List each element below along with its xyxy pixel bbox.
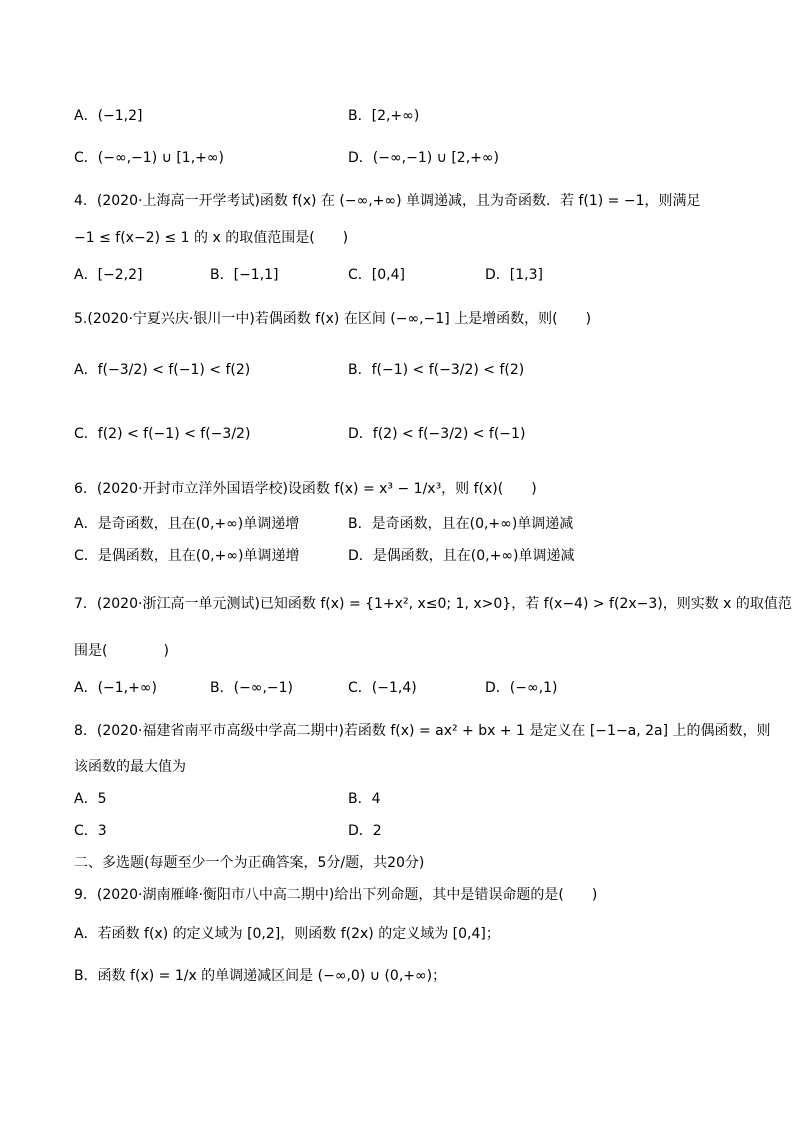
q8-option-c: C．3 <box>74 823 107 839</box>
q6-option-a: A．是奇函数，且在(0,+∞)单调递增 <box>74 516 300 532</box>
q8-option-a: A．5 <box>74 791 107 807</box>
q7-option-b: B．(−∞,−1) <box>210 680 294 696</box>
q6-option-c: C．是偶函数，且在(0,+∞)单调递增 <box>74 548 300 564</box>
q6-option-d: D．是偶函数，且在(0,+∞)单调递减 <box>348 548 575 564</box>
q5-option-d: D．f(2) < f(−3/2) < f(−1) <box>348 426 526 442</box>
q4-option-c: C．[0,4] <box>348 267 405 283</box>
q4-option-b: B．[−1,1] <box>210 267 279 283</box>
q7-option-c: C．(−1,4) <box>348 680 417 696</box>
q8-option-b: B．4 <box>348 791 381 807</box>
section-heading-multiple-choice: 二、多选题(每题至少一个为正确答案，5分/题，共20分) <box>74 855 425 871</box>
q7-stem-line2: 围是( ) <box>74 643 169 659</box>
q3-option-c: C．(−∞,−1) ∪ [1,+∞) <box>74 150 225 166</box>
q3-option-b: B．[2,+∞) <box>348 108 420 124</box>
q4-stem-line1: 4．(2020·上海高一开学考试)函数 f(x) 在 (−∞,+∞) 单调递减，且为奇函数．若 f(1) = −1，则满足 <box>74 193 701 209</box>
q7-stem-line1: 7．(2020·浙江高一单元测试)已知函数 f(x) = {1+x², x≤0; 1, x>0}，若 f(x−4) > f(2x−3)，则实数 x 的取值范 <box>74 596 792 612</box>
q4-option-d: D．[1,3] <box>485 267 543 283</box>
q8-stem-line1: 8．(2020·福建省南平市高级中学高二期中)若函数 f(x) = ax² + bx + 1 是定义在 [−1−a, 2a] 上的偶函数，则 <box>74 723 771 739</box>
q5-option-b: B．f(−1) < f(−3/2) < f(2) <box>348 362 525 378</box>
q4-option-a: A．[−2,2] <box>74 267 143 283</box>
q9-stem: 9．(2020·湖南雁峰·衡阳市八中高二期中)给出下列命题，其中是错误命题的是( ) <box>74 887 598 903</box>
q7-option-d: D．(−∞,1) <box>485 680 558 696</box>
q6-option-b: B．是奇函数，且在(0,+∞)单调递减 <box>348 516 574 532</box>
q9-option-a: A．若函数 f(x) 的定义域为 [0,2]，则函数 f(2x) 的定义域为 [0,4]； <box>74 926 500 942</box>
q5-option-c: C．f(2) < f(−1) < f(−3/2) <box>74 426 251 442</box>
q9-option-b: B．函数 f(x) = 1/x 的单调递减区间是 (−∞,0) ∪ (0,+∞)； <box>74 968 447 984</box>
q3-option-d: D．(−∞,−1) ∪ [2,+∞) <box>348 150 500 166</box>
q5-option-a: A．f(−3/2) < f(−1) < f(2) <box>74 362 251 378</box>
q7-option-a: A．(−1,+∞) <box>74 680 157 696</box>
q6-stem: 6．(2020·开封市立洋外国语学校)设函数 f(x) = x³ − 1/x³，则 f(x)( ) <box>74 481 537 497</box>
q4-stem-line2: −1 ≤ f(x−2) ≤ 1 的 x 的取值范围是( ) <box>74 230 349 246</box>
q5-stem: 5.(2020·宁夏兴庆·银川一中)若偶函数 f(x) 在区间 (−∞,−1] 上是增函数，则( ) <box>74 311 592 327</box>
q8-option-d: D．2 <box>348 823 382 839</box>
q8-stem-line2: 该函数的最大值为 <box>74 759 186 775</box>
q3-option-a: A．(−1,2] <box>74 108 143 124</box>
